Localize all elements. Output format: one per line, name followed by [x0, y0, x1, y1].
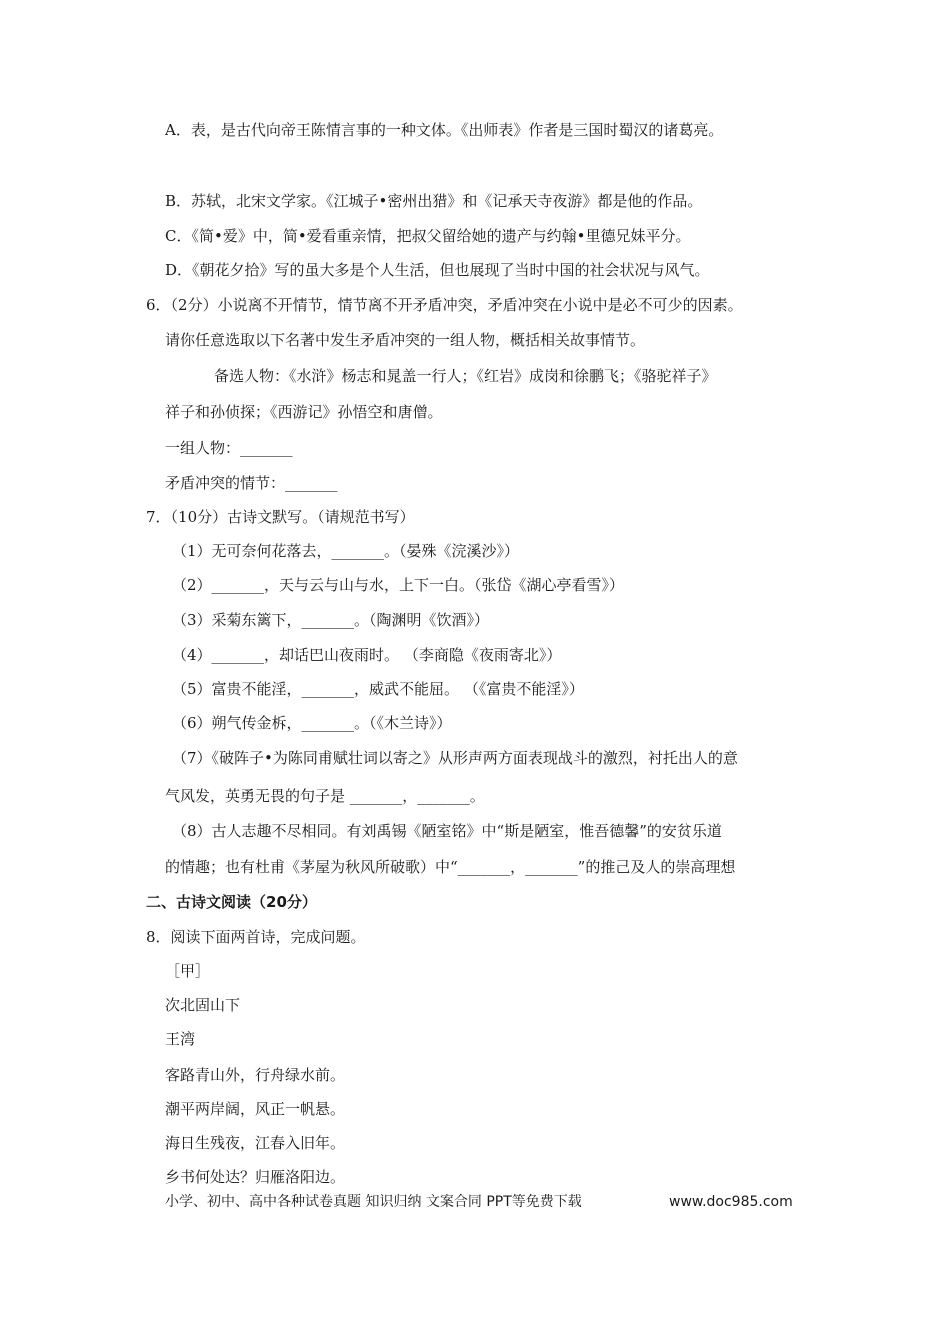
q5-option-c: C．《简•爱》中，简•爱看重亲情，把叔父留给她的遗产与约翰•里德兄妹平分。 [165, 227, 691, 245]
q7-item-1: （1）无可奈何花落去，_______。（晏殊《浣溪沙》） [172, 542, 520, 560]
q8-poem-line-3: 海日生残夜，江春入旧年。 [165, 1134, 346, 1152]
q5-option-a: A．表，是古代向帝王陈情言事的一种文体。《出师表》作者是三国时蜀汉的诸葛亮。 [165, 121, 724, 139]
q5-option-d: D．《朝花夕拾》写的虽大多是个人生活，但也展现了当时中国的社会状况与风气。 [165, 261, 710, 279]
q8-poem-label: ［甲］ [165, 962, 211, 980]
q6-answer-group: 一组人物：_______ [165, 439, 293, 457]
q8-poem-line-1: 客路青山外，行舟绿水前。 [165, 1066, 346, 1084]
q5-option-b: B．苏轼，北宋文学家。《江城子•密州出猎》和《记承天寺夜游》都是他的作品。 [165, 192, 703, 210]
q7-stem: 7．（10分）古诗文默写。（请规范书写） [146, 508, 415, 526]
footer-website-link[interactable]: www.doc985.com [669, 1194, 793, 1210]
q8-poem-line-4: 乡书何处达？归雁洛阳边。 [165, 1168, 346, 1186]
footer-left-text: 小学、初中、高中各种试卷真题 知识归纳 文案合同 PPT等免费下载 [165, 1194, 582, 1210]
q6-stem-line1: 6．（2分）小说离不开情节，情节离不开矛盾冲突，矛盾冲突在小说中是必不可少的因素。 [146, 296, 743, 314]
q7-item-7-line1: （7）《破阵子•为陈同甫赋壮词以寄之》从形声两方面表现战斗的激烈，衬托出人的意 [172, 749, 738, 767]
q8-poem-title: 次北固山下 [165, 996, 241, 1014]
q6-answer-plot: 矛盾冲突的情节：_______ [165, 474, 338, 492]
q7-item-5: （5）富贵不能淫，_______，威武不能屈。 （《富贵不能淫》） [172, 680, 584, 698]
q7-item-6: （6）朔气传金柝，_______。（《木兰诗》） [172, 714, 452, 732]
q7-item-3: （3）采菊东篱下，_______。（陶渊明《饮酒》） [172, 611, 490, 629]
q8-stem: 8．阅读下面两首诗，完成问题。 [146, 928, 366, 946]
q8-poem-line-2: 潮平两岸阔，风正一帆悬。 [165, 1100, 346, 1118]
q7-item-7-line2: 气风发，英勇无畏的句子是 _______，_______。 [165, 787, 485, 805]
q6-candidates-line2: 祥子和孙侦探；《西游记》孙悟空和唐僧。 [165, 403, 443, 421]
q8-poem-author: 王湾 [165, 1030, 196, 1048]
q7-item-8-line1: （8）古人志趣不尽相同。有刘禹锡《陋室铭》中“斯是陋室，惟吾德馨”的安贫乐道 [172, 822, 722, 840]
section-heading: 二、古诗文阅读（20分） [146, 893, 317, 911]
q6-stem-line2: 请你任意选取以下名著中发生矛盾冲突的一组人物，概括相关故事情节。 [165, 331, 646, 349]
q7-item-2: （2）_______，天与云与山与水，上下一白。（张岱《湖心亭看雪》） [172, 576, 625, 594]
q7-item-4: （4）_______，却话巴山夜雨时。 （李商隐《夜雨寄北》） [172, 646, 562, 664]
q6-candidates-line1: 备选人物：《水浒》杨志和晁盖一行人；《红岩》成岗和徐鹏飞；《骆驼祥子》 [214, 367, 717, 385]
q7-item-8-line2: 的情趣；也有杜甫《茅屋为秋风所破歌）中“_______，_______”的推己及人的崇高理想 [165, 858, 736, 876]
